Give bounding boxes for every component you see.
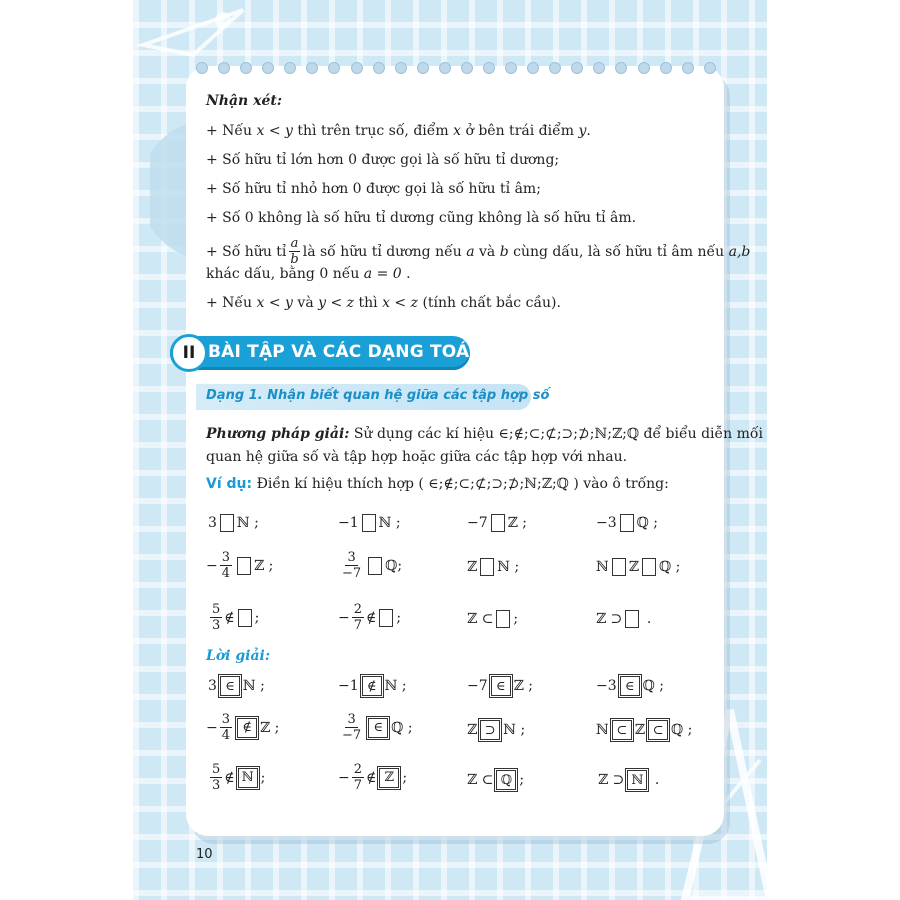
- topic-title: Dạng 1. Nhận biết quan hệ giữa các tập hợp số: [206, 388, 550, 403]
- set: ℕ: [596, 722, 609, 738]
- set: ℕ ;: [242, 678, 265, 694]
- blank-box: [620, 514, 634, 532]
- question-2a: [206, 550, 273, 581]
- numerator: 2: [353, 602, 363, 617]
- set: ℚ;: [385, 557, 403, 574]
- answer-box: ⊂: [648, 720, 668, 740]
- numerator: a: [290, 236, 299, 251]
- text: .: [586, 123, 591, 139]
- question-1b: [338, 514, 401, 532]
- minus-sign: −: [338, 769, 350, 786]
- remark-line-2: + Số hữu tỉ lớn hơn 0 được gọi là số hữu tỉ dương;: [206, 152, 560, 168]
- question-1a: [208, 514, 259, 532]
- punctuation: ;: [396, 609, 402, 626]
- answer-box: ∉: [362, 676, 382, 696]
- method-line-1: [206, 426, 763, 442]
- numerator: 5: [212, 602, 221, 617]
- fraction: [220, 550, 232, 581]
- question-3b: [338, 602, 401, 633]
- remarks-heading: Nhận xét:: [206, 93, 282, 109]
- value: 3: [208, 515, 217, 531]
- text: ở bên trái điểm: [465, 123, 574, 139]
- fraction: [352, 602, 364, 633]
- text: + Số hữu tỉ: [206, 243, 287, 260]
- notebook-rings: [196, 62, 716, 76]
- answer-box: ∈: [368, 718, 388, 738]
- denominator: 4: [221, 566, 231, 581]
- math: y: [578, 123, 587, 139]
- math: x < y: [256, 123, 293, 139]
- value: −3: [596, 678, 617, 694]
- math: x: [453, 123, 462, 139]
- question-2c: [467, 558, 519, 576]
- set: ℚ ;: [671, 722, 693, 738]
- answer-box: ℕ: [238, 768, 258, 788]
- punctuation: .: [654, 772, 660, 788]
- set: ℕ ;: [497, 559, 520, 575]
- answer-2b: [338, 712, 413, 743]
- set: ℕ: [596, 559, 609, 575]
- blank-box: [480, 558, 494, 576]
- answer-2a: [206, 712, 279, 743]
- fraction: [352, 762, 364, 793]
- answer-box: ⊃: [480, 720, 500, 740]
- numerator: 3: [347, 712, 356, 727]
- fraction: [288, 236, 300, 267]
- question-3c: [467, 610, 518, 628]
- punctuation: .: [646, 611, 652, 627]
- denominator: 7: [353, 618, 363, 633]
- set: ℤ: [467, 722, 478, 738]
- answer-box: ∈: [491, 676, 511, 696]
- punctuation: ;: [260, 769, 266, 786]
- numerator: 3: [221, 550, 231, 565]
- answer-box: ℤ: [379, 768, 399, 788]
- answer-2d: [596, 720, 692, 740]
- answer-1d: [596, 676, 664, 696]
- blank-box: [220, 514, 234, 532]
- denominator: −7: [342, 728, 362, 743]
- blank-box: [642, 558, 656, 576]
- answer-1b: [338, 676, 407, 696]
- set: ℤ: [628, 559, 640, 575]
- blank-box: [368, 557, 382, 575]
- math: b: [499, 243, 509, 260]
- set: ℕ ;: [503, 722, 526, 738]
- fraction: [340, 550, 363, 581]
- answer-box: ℚ: [496, 770, 516, 790]
- blank-box: [496, 610, 510, 628]
- expression: ℤ ⊃: [596, 611, 623, 627]
- text: cùng dấu, là số hữu tỉ âm nếu: [513, 243, 725, 260]
- set: ℚ ;: [636, 515, 659, 531]
- set: ℚ ;: [391, 719, 413, 736]
- answer-3a: [208, 762, 265, 793]
- math: a = 0: [363, 266, 402, 282]
- set: ℤ: [467, 559, 478, 575]
- denominator: −7: [342, 566, 362, 581]
- question-2b: [338, 550, 402, 581]
- blank-box: [612, 558, 626, 576]
- remark-line-6: [206, 266, 411, 282]
- expression: ℤ ⊂: [467, 772, 494, 788]
- set: ℤ ;: [513, 678, 534, 694]
- numerator: 3: [347, 550, 356, 565]
- punctuation: ;: [519, 772, 525, 788]
- set: ℕ ;: [236, 515, 259, 531]
- question-2d: [596, 558, 680, 576]
- answer-3c: [467, 770, 524, 790]
- fraction: [220, 712, 232, 743]
- set: ℤ ;: [260, 719, 280, 736]
- answer-box: ∉: [237, 718, 257, 738]
- answer-box: ∈: [620, 676, 640, 696]
- math: y < z: [318, 295, 355, 311]
- denominator: 3: [212, 618, 221, 633]
- question-3a: [208, 602, 259, 633]
- blank-box: [237, 557, 251, 575]
- answer-1a: [208, 676, 265, 696]
- example-text: Điền kí hiệu thích hợp ( ∈;∉;⊂;⊄;⊃;⊅;ℕ;ℤ;ℚ ) vào ô trống:: [256, 476, 669, 492]
- question-1d: [596, 514, 658, 532]
- fraction: [210, 762, 222, 793]
- fraction: [340, 712, 363, 743]
- text: + Nếu: [206, 123, 253, 139]
- minus-sign: −: [206, 557, 218, 574]
- numerator: 2: [353, 762, 363, 777]
- punctuation: ;: [402, 769, 408, 786]
- numerator: 5: [212, 762, 221, 777]
- denominator: 7: [353, 778, 363, 793]
- denominator: 4: [221, 728, 231, 743]
- blank-box: [238, 609, 252, 627]
- remark-line-7: [206, 295, 561, 311]
- question-1c: [467, 514, 527, 532]
- blank-box: [625, 610, 639, 628]
- denominator: 3: [212, 778, 221, 793]
- value: −7: [467, 678, 488, 694]
- numerator: 3: [221, 712, 231, 727]
- operator: ∉: [366, 769, 377, 786]
- page-number: 10: [196, 847, 213, 862]
- method-label: Phương pháp giải:: [206, 426, 350, 442]
- minus-sign: −: [206, 719, 218, 736]
- compass-decoration-icon: [133, 0, 263, 60]
- operator: ∉: [224, 769, 235, 786]
- answer-box: ∈: [220, 676, 240, 696]
- text: và: [297, 295, 314, 311]
- minus-sign: −: [338, 609, 350, 626]
- text: + Nếu: [206, 295, 253, 311]
- text: (tính chất bắc cầu).: [422, 295, 561, 311]
- value: −1: [338, 515, 359, 531]
- remark-line-4: + Số 0 không là số hữu tỉ dương cũng không là số hữu tỉ âm.: [206, 210, 637, 226]
- text: khác dấu, bằng 0 nếu: [206, 266, 360, 282]
- remark-line-3: + Số hữu tỉ nhỏ hơn 0 được gọi là số hữu tỉ âm;: [206, 181, 541, 197]
- example-line: [206, 476, 669, 492]
- remark-line-1: [206, 123, 591, 139]
- value: 3: [208, 678, 217, 694]
- denominator: b: [290, 252, 299, 267]
- solution-label: Lời giải:: [206, 648, 271, 664]
- text: thì trên trục số, điểm: [297, 123, 449, 139]
- math: x < z: [382, 295, 418, 311]
- text: và: [479, 243, 496, 260]
- fraction: [210, 602, 222, 633]
- punctuation: ;: [513, 611, 519, 627]
- set: ℤ ;: [507, 515, 528, 531]
- value: −3: [596, 515, 617, 531]
- math: a,b: [728, 243, 751, 260]
- set: ℤ: [634, 722, 646, 738]
- method-line-2: quan hệ giữa số và tập hợp hoặc giữa các tập hợp với nhau.: [206, 449, 628, 465]
- section-title: BÀI TẬP VÀ CÁC DẠNG TOÁN: [208, 342, 484, 362]
- remark-line-5: [206, 236, 750, 267]
- section-number: II: [170, 334, 208, 372]
- answer-1c: [467, 676, 533, 696]
- math: x < y: [256, 295, 293, 311]
- punctuation: ;: [254, 609, 260, 626]
- set: ℚ ;: [659, 559, 681, 575]
- set: ℕ ;: [384, 678, 407, 694]
- answer-3d: [598, 770, 659, 790]
- blank-box: [491, 514, 505, 532]
- math: a: [466, 243, 475, 260]
- blank-box: [362, 514, 376, 532]
- operator: ∉: [366, 609, 377, 626]
- expression: ℤ ⊂: [467, 611, 494, 627]
- text: .: [406, 266, 411, 282]
- operator: ∉: [224, 609, 235, 626]
- answer-2c: [467, 720, 525, 740]
- text: là số hữu tỉ dương nếu: [302, 243, 462, 260]
- answer-box: ℕ: [627, 770, 647, 790]
- value: −1: [338, 678, 359, 694]
- expression: ℤ ⊃: [598, 772, 625, 788]
- set: ℤ ;: [254, 557, 274, 574]
- answer-3b: [338, 762, 407, 793]
- set: ℕ ;: [378, 515, 401, 531]
- method-text: Sử dụng các kí hiệu ∈;∉;⊂;⊄;⊃;⊅;ℕ;ℤ;ℚ để biểu diễn mối: [353, 426, 763, 442]
- set: ℚ ;: [642, 678, 665, 694]
- blank-box: [379, 609, 393, 627]
- question-3d: [596, 610, 651, 628]
- example-label: Ví dụ:: [206, 476, 253, 492]
- value: −7: [467, 515, 488, 531]
- answer-box: ⊂: [612, 720, 632, 740]
- text: thì: [358, 295, 378, 311]
